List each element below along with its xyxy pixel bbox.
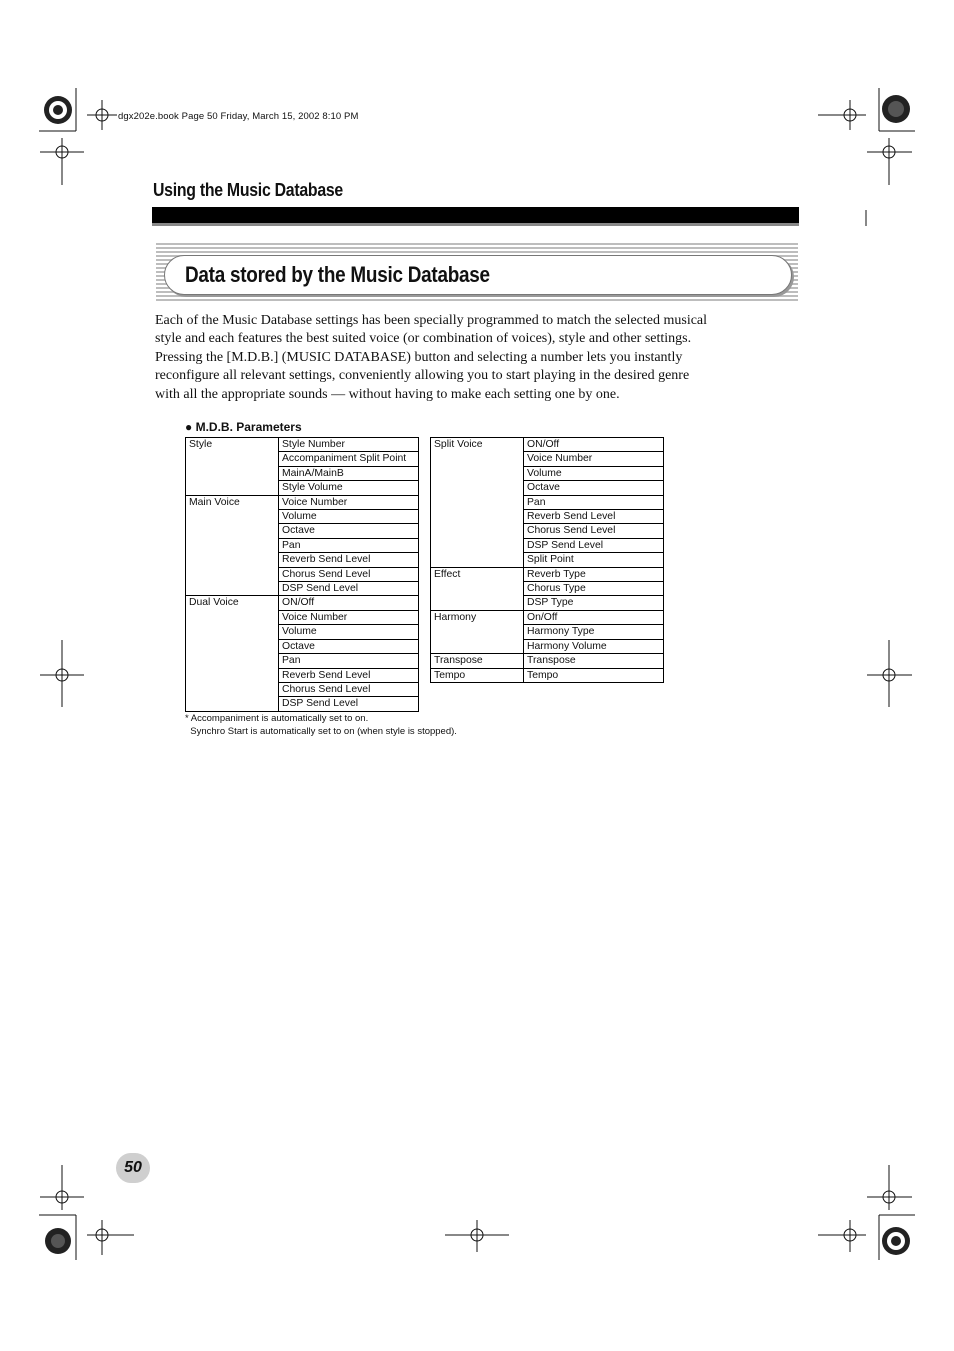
note-line: * Accompaniment is automatically set to on. (185, 713, 369, 724)
param-category: Harmony (431, 610, 524, 653)
param-item: Octave (279, 524, 419, 538)
param-item: Transpose (524, 654, 664, 668)
param-item: Reverb Send Level (279, 553, 419, 567)
table-row (186, 495, 419, 509)
note-line: Synchro Start is automatically set to on (when style is stopped). (185, 725, 457, 737)
param-item: Accompaniment Split Point (279, 452, 419, 466)
page-title: Data stored by the Music Database (185, 262, 490, 287)
table-row (431, 654, 664, 668)
param-item: Pan (279, 654, 419, 668)
param-item: Voice Number (279, 610, 419, 624)
param-item: ON/Off (279, 596, 419, 610)
param-item: Chorus Type (524, 582, 664, 596)
params-table-right (430, 437, 664, 683)
param-item: Pan (524, 495, 664, 509)
param-item: Reverb Type (524, 567, 664, 581)
param-item: MainA/MainB (279, 466, 419, 480)
param-item: Chorus Send Level (524, 524, 664, 538)
param-item: Reverb Send Level (524, 510, 664, 524)
intro-line: Pressing the [M.D.B.] (MUSIC DATABASE) button and selecting a number lets you instantly (155, 349, 683, 365)
file-info-header: dgx202e.book Page 50 Friday, March 15, 2002 8:10 PM (118, 111, 359, 122)
table-row (186, 596, 419, 610)
param-item: Chorus Send Level (279, 682, 419, 696)
param-item: Chorus Send Level (279, 567, 419, 581)
param-item: Harmony Type (524, 625, 664, 639)
table-row (431, 567, 664, 581)
table-row (186, 438, 419, 452)
params-notes (185, 713, 457, 738)
param-item: Voice Number (279, 495, 419, 509)
param-item: Volume (524, 466, 664, 480)
section-title: Using the Music Database (153, 180, 343, 200)
param-item: Reverb Send Level (279, 668, 419, 682)
param-item: DSP Type (524, 596, 664, 610)
param-item: Volume (279, 625, 419, 639)
table-row (431, 610, 664, 624)
section-divider-shadow (152, 223, 799, 226)
intro-line: reconfigure all relevant settings, conveniently allowing you to start playing in the desired genre (155, 368, 690, 384)
param-item: Tempo (524, 668, 664, 682)
param-item: Volume (279, 510, 419, 524)
param-category: Main Voice (186, 495, 279, 596)
registration-mark-icon (45, 1228, 71, 1254)
intro-line: Each of the Music Database settings has been specially programmed to match the selected musical (155, 313, 708, 328)
registration-mark-icon (882, 1227, 910, 1255)
param-item: DSP Send Level (279, 697, 419, 711)
param-category: Split Voice (431, 438, 524, 568)
param-item: Style Volume (279, 481, 419, 495)
param-category: Effect (431, 567, 524, 610)
intro-line: with all the appropriate sounds — without having to make each setting one by one. (155, 386, 620, 402)
param-category: Style (186, 438, 279, 496)
param-item: Style Number (279, 438, 419, 452)
section-divider-bar (152, 207, 799, 224)
intro-paragraph (155, 312, 735, 404)
table-row (431, 438, 664, 452)
param-item: Voice Number (524, 452, 664, 466)
intro-line: style and each features the best suited voice (or combination of voices), style and other settings. (155, 331, 692, 347)
param-category: Dual Voice (186, 596, 279, 711)
registration-mark-icon (882, 95, 910, 123)
param-item: DSP Send Level (524, 538, 664, 552)
registration-mark-icon (44, 96, 72, 124)
params-table-left (185, 437, 419, 712)
param-item: Octave (524, 481, 664, 495)
table-row (431, 668, 664, 682)
param-category: Tempo (431, 668, 524, 682)
param-item: DSP Send Level (279, 582, 419, 596)
params-heading: ● M.D.B. Parameters (185, 420, 302, 434)
param-item: Split Point (524, 553, 664, 567)
param-category: Transpose (431, 654, 524, 668)
param-item: Harmony Volume (524, 639, 664, 653)
param-item: Pan (279, 538, 419, 552)
param-item: Octave (279, 639, 419, 653)
page-number: 50 (116, 1153, 150, 1183)
param-item: On/Off (524, 610, 664, 624)
param-item: ON/Off (524, 438, 664, 452)
